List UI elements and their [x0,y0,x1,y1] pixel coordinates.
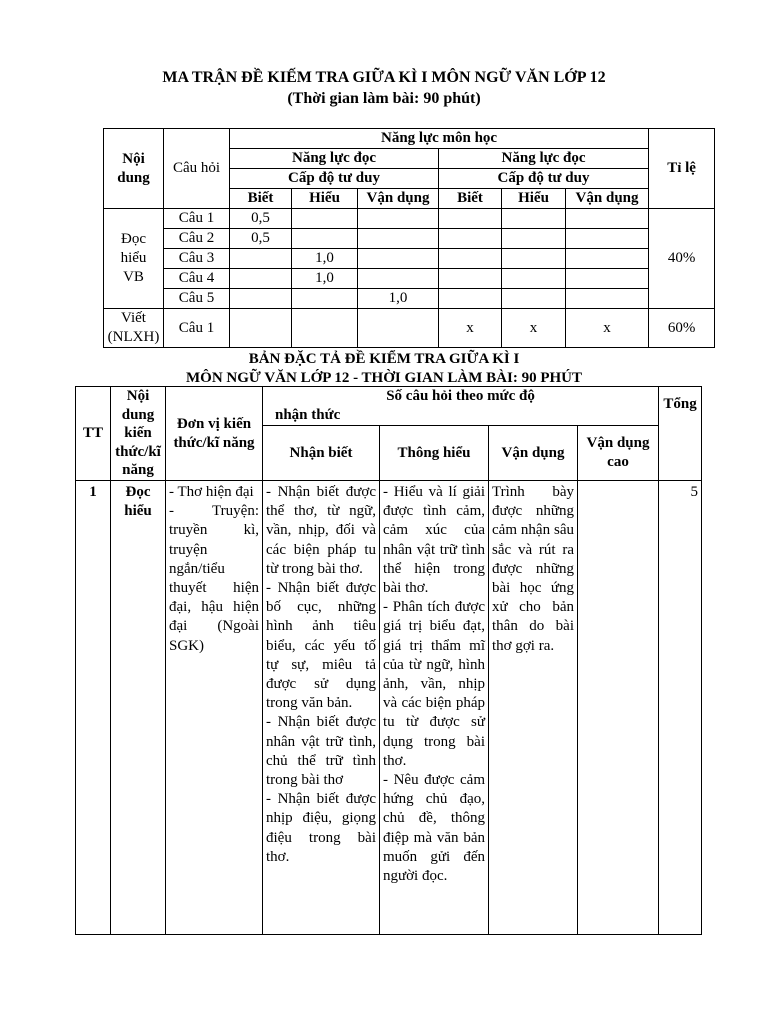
don-vi-item: - Truyện: truyền kì, truyện ngắn/tiểu thuyết hiện đại, hậu hiện đại (Ngoài SGK) [169,503,259,654]
score-cell [230,269,292,289]
row-noi-dung: Đọc hiểu [111,481,166,935]
header-so-cau-hoi-line1: Số câu hỏi theo mức độ [386,388,535,404]
page-subtitle: (Thời gian làm bài: 90 phút) [287,90,481,107]
question-cell: Câu 1 [164,209,230,229]
header-cau-hoi: Câu hỏi [164,129,230,209]
row-van-dung-cao [578,481,659,935]
header-nang-luc: Năng lực môn học [230,129,649,149]
score-cell [502,229,566,249]
ratio-cell: 40% [649,209,715,309]
spec-title: BẢN ĐẶC TẢ ĐỀ KIỂM TRA GIỮA KÌ I [248,351,520,367]
thong-hieu-item: - Hiểu và lí giải được tình cảm, cảm xúc của nhân vật trữ tình thể hiện trong bài thơ. [383,484,485,597]
level-header: Vận dụng [566,189,649,209]
score-cell [439,289,502,309]
level-header: Vận dụng [358,189,439,209]
don-vi-item: - Thơ hiện đại [169,484,254,500]
thong-hieu-item: - Phân tích được giá trị biểu đạt, giá trị thẩm mĩ của từ ngữ, hình ảnh, vần, nhịp và các biện pháp tu từ được sử dụng trong bài thơ. [383,599,485,769]
score-cell [439,249,502,269]
score-cell [358,229,439,249]
score-cell [230,289,292,309]
row-tt: 1 [76,481,111,935]
nhan-biet-item: - Nhận biết được thể thơ, từ ngữ, vần, nhịp, đối và các biện pháp tu từ trong bài thơ. [266,484,376,577]
score-cell [358,309,439,348]
score-cell [230,309,292,348]
question-cell: Câu 3 [164,249,230,269]
score-cell [439,229,502,249]
score-cell [439,269,502,289]
question-cell: Câu 4 [164,269,230,289]
group-label-viet: Viết (NLXH) [104,309,164,348]
group-label-doc-hieu: Đọc hiểu VB [104,209,164,309]
matrix-table [103,128,715,348]
score-cell: x [566,309,649,348]
nhan-biet-item: - Nhận biết được nhịp điệu, giọng điệu trong bài thơ. [266,791,376,865]
header-cap-do: Cấp độ tư duy [439,169,649,189]
row-tong: 5 [659,481,702,935]
header-tong: Tổng [659,387,702,481]
row-nhan-biet [263,481,380,935]
header-van-dung: Vận dụng [489,426,578,481]
score-cell: 1,0 [292,249,358,269]
level-header: Hiểu [292,189,358,209]
header-nang-luc-doc: Năng lực đọc [230,149,439,169]
score-cell [292,289,358,309]
header-noi-dung: Nội dung [104,129,164,209]
score-cell: 0,5 [230,209,292,229]
header-don-vi: Đơn vị kiến thức/kĩ năng [166,387,263,481]
header-nhan-biet: Nhận biết [263,426,380,481]
score-cell [292,309,358,348]
level-header: Biết [230,189,292,209]
spec-table [75,386,702,935]
header-so-cau-hoi-line2: nhận thức [275,407,341,423]
nhan-biet-item: - Nhận biết được nhân vật trữ tình, chủ thể trữ tình trong bài thơ [266,714,376,789]
row-don-vi [166,481,263,935]
score-cell [292,229,358,249]
page-title: MA TRẬN ĐỀ KIẾM TRA GIỮA KÌ I MÔN NGỮ VĂN LỚP 12 [162,69,606,86]
spec-subtitle: MÔN NGỮ VĂN LỚP 12 - THỜI GIAN LÀM BÀI: 90 PHÚT [186,370,582,386]
header-noi-dung: Nội dung kiến thức/kĩ năng [111,387,166,481]
header-ti-le: Tỉ lệ [649,129,715,209]
header-cap-do: Cấp độ tư duy [230,169,439,189]
header-tt: TT [76,387,111,481]
level-header: Hiểu [502,189,566,209]
score-cell [566,209,649,229]
question-cell: Câu 2 [164,229,230,249]
score-cell [439,209,502,229]
row-van-dung: Trình bày được những cảm nhận sâu sắc và rút ra được những bài học ứng xử cho bản thân do bài thơ gợi ra. [489,481,578,935]
score-cell: 1,0 [292,269,358,289]
score-cell [566,289,649,309]
nhan-biet-item: - Nhận biết được bố cục, những hình ảnh tiêu biểu, các yếu tố tự sự, miêu tả được sử dụng trong văn bản. [266,580,376,712]
header-van-dung-cao: Vận dụng cao [578,426,659,481]
header-nang-luc-doc: Năng lực đọc [439,149,649,169]
score-cell: 0,5 [230,229,292,249]
header-so-cau-hoi [263,387,659,426]
score-cell [502,269,566,289]
ratio-cell: 60% [649,309,715,348]
score-cell [502,289,566,309]
score-cell [358,209,439,229]
score-cell [566,249,649,269]
score-cell: x [439,309,502,348]
row-thong-hieu [380,481,489,935]
header-thong-hieu: Thông hiểu [380,426,489,481]
score-cell: x [502,309,566,348]
score-cell [230,249,292,269]
question-cell: Câu 5 [164,289,230,309]
score-cell [502,209,566,229]
thong-hieu-item: - Nêu được cảm hứng chủ đạo, chủ đề, thông điệp mà văn bản muốn gửi đến người đọc. [383,772,485,885]
score-cell [358,249,439,269]
level-header: Biết [439,189,502,209]
score-cell [566,229,649,249]
score-cell [358,269,439,289]
score-cell: 1,0 [358,289,439,309]
score-cell [502,249,566,269]
question-cell: Câu 1 [164,309,230,348]
score-cell [566,269,649,289]
score-cell [292,209,358,229]
